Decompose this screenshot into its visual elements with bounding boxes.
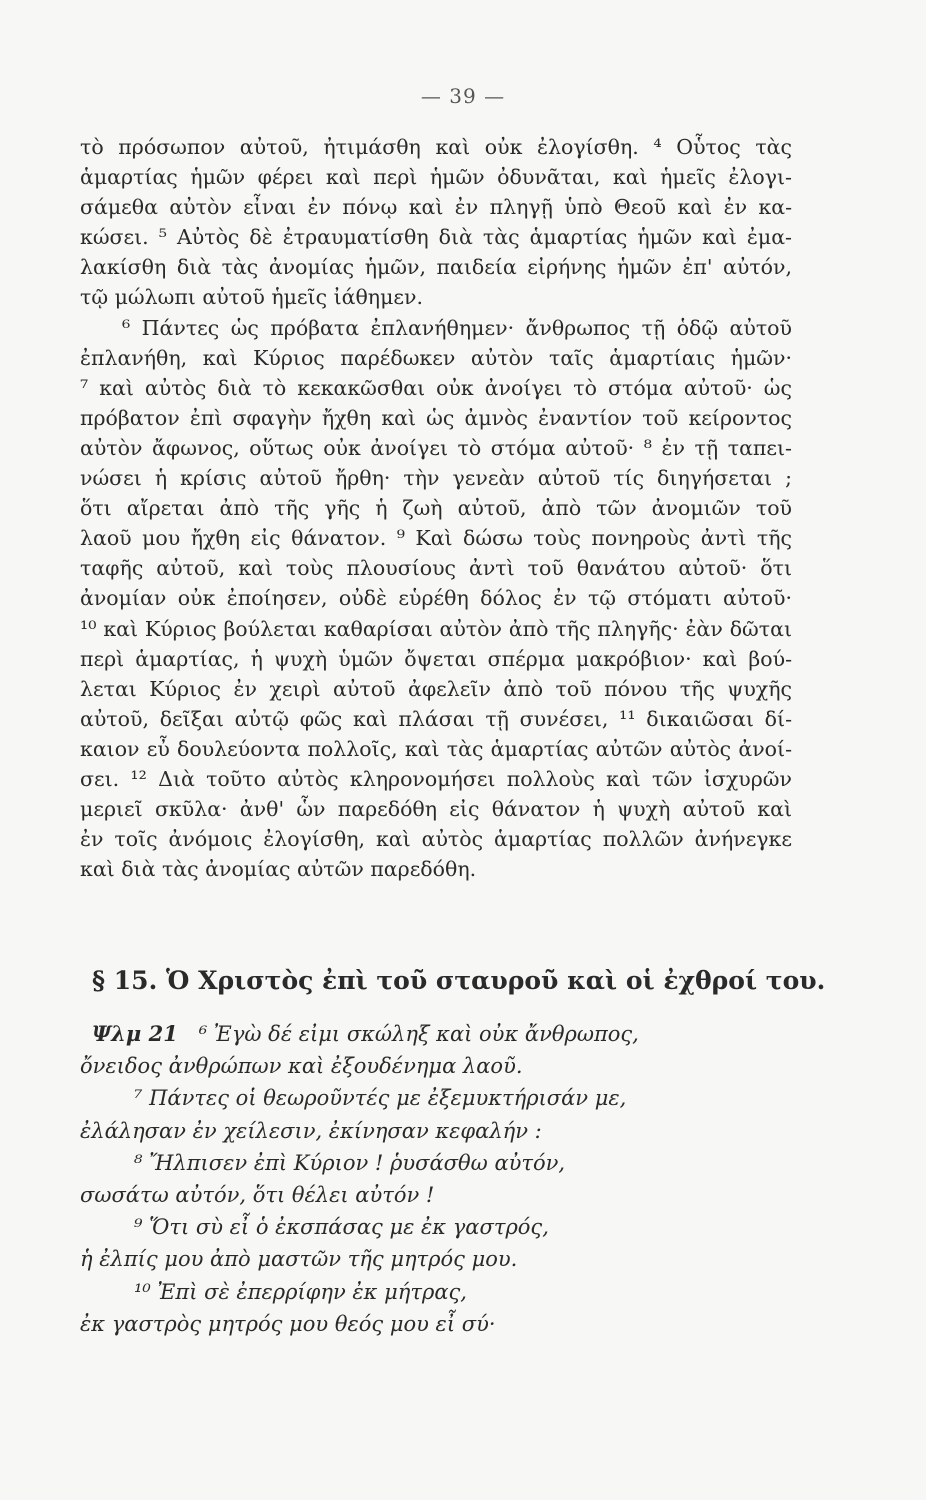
- text-line: αὐτοῦ, δεῖξαι αὐτῷ φῶς καὶ πλάσαι τῇ συνέσει, ¹¹ δικαιῶσαι δί-: [80, 706, 792, 731]
- text-line: πρόβατον ἐπὶ σφαγὴν ἤχθη καὶ ὡς ἀμνὸς ἐναντίον τοῦ κείροντος: [80, 405, 792, 430]
- text-line: ὅτι αἴρεται ἀπὸ τῆς γῆς ἡ ζωὴ αὐτοῦ, ἀπὸ τῶν ἀνομιῶν τοῦ: [80, 496, 792, 521]
- page-number: — 39 —: [420, 84, 506, 108]
- verse-line: ¹⁰ Ἐπὶ σὲ ἐπερρίφην ἐκ μήτρας,: [134, 1279, 467, 1304]
- verse-line: ἐλάλησαν ἐν χείλεσιν, ἐκίνησαν κεφαλήν :: [80, 1118, 542, 1143]
- text-line: λακίσθη διὰ τὰς ἀνομίας ἡμῶν, παιδεία εἰρήνης ἡμῶν ἐπ' αὐτόν,: [80, 255, 792, 280]
- text-line: κώσει. ⁵ Αὐτὸς δὲ ἐτραυματίσθη διὰ τὰς ἁμαρτίας ἡμῶν καὶ ἐμα-: [80, 225, 792, 250]
- text-line: τὸ πρόσωπον αὐτοῦ, ἠτιμάσθη καὶ οὐκ ἐλογίσθη. ⁴ Οὗτος τὰς: [80, 135, 792, 159]
- section-title: Ὁ Χριστὸς ἐπὶ τοῦ σταυροῦ καὶ οἱ ἐχθροί του.: [166, 966, 826, 995]
- section-heading: [92, 966, 826, 995]
- text-line: λαοῦ μου ἤχθη εἰς θάνατον. ⁹ Καὶ δώσω τοὺς πονηροὺς ἀντὶ τῆς: [80, 526, 792, 551]
- verse-line: [92, 1018, 792, 1050]
- text-line: σει. ¹² Διὰ τοῦτο αὐτὸς κληρονομήσει πολλοὺς καὶ τῶν ἰσχυρῶν: [80, 766, 792, 791]
- text-line: αὐτὸν ἄφωνος, οὕτως οὐκ ἀνοίγει τὸ στόμα αὐτοῦ· ⁸ ἐν τῇ ταπει-: [80, 435, 792, 460]
- verse-line: ἐκ γαστρὸς μητρός μου θεός μου εἶ σύ·: [80, 1311, 496, 1336]
- text-line: ἐπλανήθη, καὶ Κύριος παρέδωκεν αὐτὸν ταῖς ἁμαρτίαις ἡμῶν·: [80, 345, 792, 370]
- text-line: ἐν τοῖς ἀνόμοις ἐλογίσθη, καὶ αὐτὸς ἁμαρτίας πολλῶν ἀνήνεγκε: [80, 827, 792, 852]
- text-line: ⁷ καὶ αὐτὸς διὰ τὸ κεκακῶσθαι οὐκ ἀνοίγει τὸ στόμα αὐτοῦ· ὡς: [80, 375, 792, 400]
- text-line: νώσει ἡ κρίσις αὐτοῦ ἤρθη· τὴν γενεὰν αὐτοῦ τίς διηγήσεται ;: [80, 466, 792, 491]
- verse-line: ὄνειδος ἀνθρώπων καὶ ἐξουδένημα λαοῦ.: [80, 1054, 523, 1079]
- text-line: καὶ διὰ τὰς ἀνομίας αὐτῶν παρεδόθη.: [80, 857, 477, 882]
- text-line: σάμεθα αὐτὸν εἶναι ἐν πόνῳ καὶ ἐν πληγῇ ὑπὸ Θεοῦ καὶ ἐν κα-: [80, 195, 792, 220]
- verse-line: ⁷ Πάντες οἱ θεωροῦντές με ἐξεμυκτήρισάν με,: [134, 1086, 627, 1111]
- text-line: περὶ ἁμαρτίας, ἡ ψυχὴ ὑμῶν ὄψεται σπέρμα μακρόβιον· καὶ βού-: [80, 646, 792, 671]
- text-line: ταφῆς αὐτοῦ, καὶ τοὺς πλουσίους ἀντὶ τοῦ θανάτου αὐτοῦ· ὅτι: [80, 556, 792, 581]
- text-line: τῷ μώλωπι αὐτοῦ ἡμεῖς ἰάθημεν.: [80, 285, 424, 310]
- text-line: ⁶ Πάντες ὡς πρόβατα ἐπλανήθημεν· ἄνθρωπος τῇ ὁδῷ αὐτοῦ: [122, 315, 792, 340]
- text-line: ἀνομίαν οὐκ ἐποίησεν, οὐδὲ εὑρέθη δόλος ἐν τῷ στόματι αὐτοῦ·: [80, 586, 792, 611]
- text-line: ¹⁰ καὶ Κύριος βούλεται καθαρίσαι αὐτὸν ἀπὸ τῆς πληγῆς· ἐὰν δῶται: [80, 616, 792, 641]
- psalm-quotation: [80, 1018, 792, 1340]
- verse-line: ⁹ Ὅτι σὺ εἶ ὁ ἐκσπάσας με ἐκ γαστρός,: [134, 1215, 549, 1240]
- verse-line: ἡ ἐλπίς μου ἀπὸ μαστῶν τῆς μητρός μου.: [80, 1247, 518, 1272]
- text-line: μεριεῖ σκῦλα· ἀνθ' ὧν παρεδόθη εἰς θάνατον ἡ ψυχὴ αὐτοῦ καὶ: [80, 797, 792, 822]
- psalm-reference: Ψλμ 21: [92, 1021, 178, 1046]
- text-line: λεται Κύριος ἐν χειρὶ αὐτοῦ ἀφελεῖν ἀπὸ τοῦ πόνου τῆς ψυχῆς: [80, 676, 792, 701]
- text-line: ἁμαρτίας ἡμῶν φέρει καὶ περὶ ἡμῶν ὀδυνᾶται, καὶ ἡμεῖς ἐλογι-: [80, 165, 792, 190]
- text-line: καιον εὖ δουλεύοντα πολλοῖς, καὶ τὰς ἁμαρτίας αὐτῶν αὐτὸς ἀνοί-: [80, 736, 792, 761]
- verse-line: σωσάτω αὐτόν, ὅτι θέλει αὐτόν !: [80, 1183, 435, 1208]
- body-text: [80, 132, 792, 884]
- section-number: § 15.: [92, 966, 158, 995]
- verse-text: ⁶ Ἐγὼ δέ εἰμι σκώληξ καὶ οὐκ ἄνθρωπος,: [198, 1022, 639, 1046]
- verse-line: ⁸ Ἤλπισεν ἐπὶ Κύριον ! ῥυσάσθω αὐτόν,: [134, 1150, 566, 1175]
